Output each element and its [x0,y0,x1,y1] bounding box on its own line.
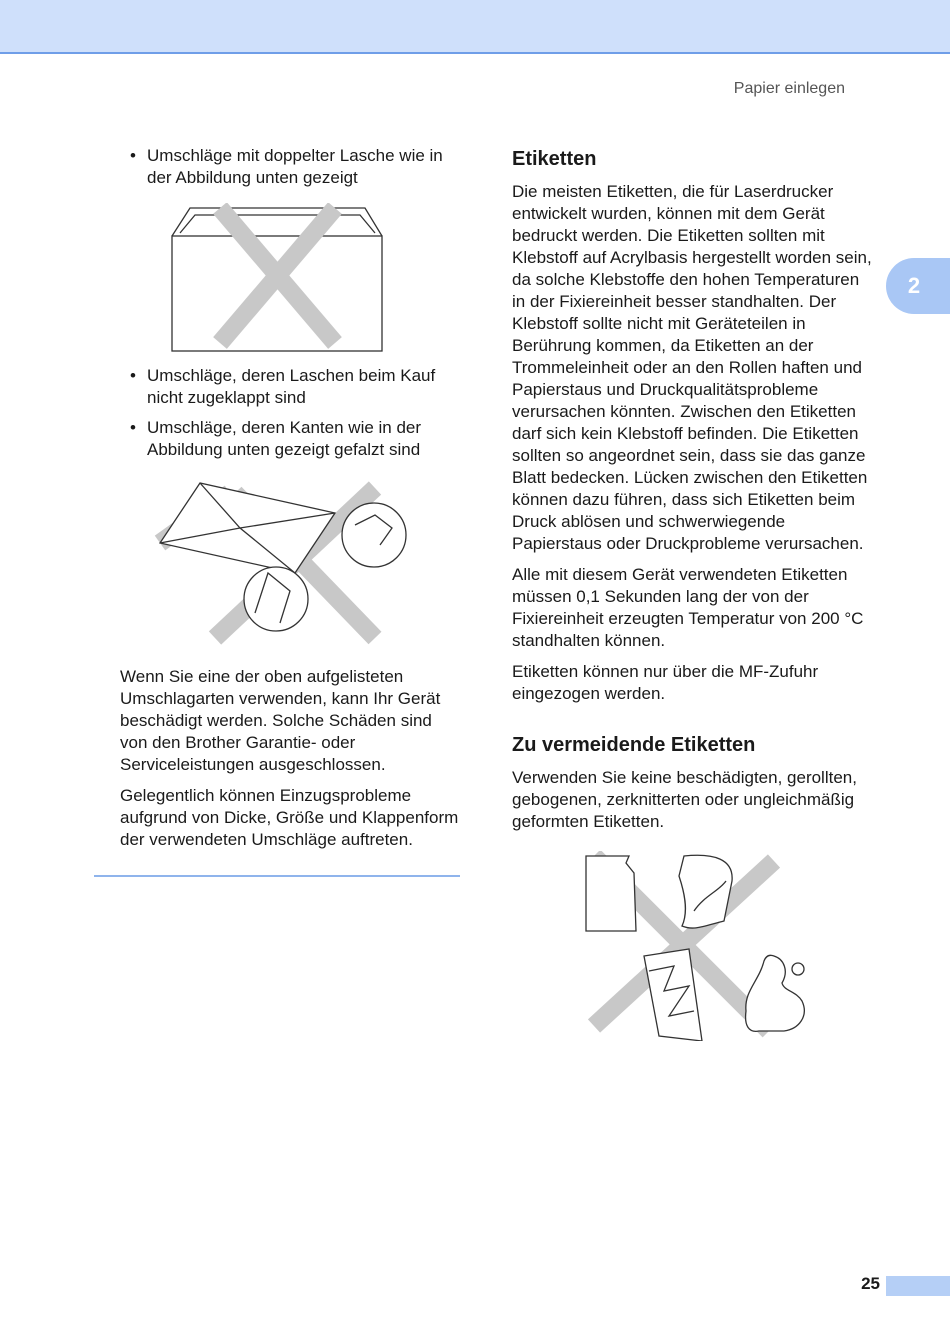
folded-envelope-illustration [140,473,440,648]
envelope-bullets-middle [120,365,460,461]
footer-bar [886,1276,950,1296]
unsuitable-labels-illustration [584,851,824,1041]
avoid-labels-paragraph: Verwenden Sie keine beschädigten, gerollten, gebogenen, zerknitterten oder ungleichmäßig geformten Etiketten. [512,768,857,831]
double-flap-envelope-illustration [160,203,390,353]
labels-paragraph-1: Die meisten Etiketten, die für Laserdrucker entwickelt wurden, können mit dem Gerät bedruckt werden. Die Etiketten sollten mit Klebstoff auf Acrylbasis hergestellt worden sein, da solche Klebstoffe den hohen Temperaturen in der Fixiereinheit besser standhalten. Der Klebstoff sollte nicht mit Geräteteilen in Berührung kommen, da Etiketten an der Trommeleinheit oder an den Rollen haften und Papierstaus und Druckqualitätsprobleme verursachen könnten. Zwischen den Etiketten darf sich kein Klebstoff befinden. Die Etiketten sollten so angeordnet sein, dass sie das ganze Blatt bedecken. Lücken zwischen den Etiketten können dazu führen, dass sich Etiketten beim Druck ablösen und schwerwiegende Papierstaus oder Druckprobleme verursachen. [512,182,872,553]
page-number: 25 [861,1274,880,1293]
labels-paragraph-2: Alle mit diesem Gerät verwendeten Etiketten müssen 0,1 Sekunden lang der von der Fixiereinheit erzeugten Temperatur von 200 °C standhalten können. [512,565,864,650]
envelope-bullets-top [120,145,460,189]
right-column [512,145,877,1041]
list-item: • Umschläge, deren Kanten wie in der Abbildung unten gezeigt gefalzt sind [120,417,460,461]
labels-paragraph-3: Etiketten können nur über die MF-Zufuhr eingezogen werden. [512,662,819,703]
running-title: Papier einlegen [733,80,845,97]
damage-warning-paragraph: Wenn Sie eine der oben aufgelisteten Umschlagarten verwenden, kann Ihr Gerät beschädigt werden. Solche Schäden sind von den Brother Garantie- oder Serviceleistungen ausgeschlossen. [120,667,441,774]
list-item: • Umschläge, deren Laschen beim Kauf nicht zugeklappt sind [120,365,460,409]
list-item: • Umschläge mit doppelter Lasche wie in der Abbildung unten gezeigt [120,145,460,189]
header-band [0,0,950,54]
feed-problem-paragraph: Gelegentlich können Einzugsprobleme aufgrund von Dicke, Größe und Klappenform der verwendeten Umschläge auftreten. [120,786,459,849]
section-heading-labels: Etiketten [512,148,597,170]
section-end-rule [94,875,460,877]
section-heading-avoid-labels: Zu vermeidende Etiketten [512,734,756,756]
chapter-tab[interactable]: 2 [886,258,950,314]
left-column [120,145,460,860]
